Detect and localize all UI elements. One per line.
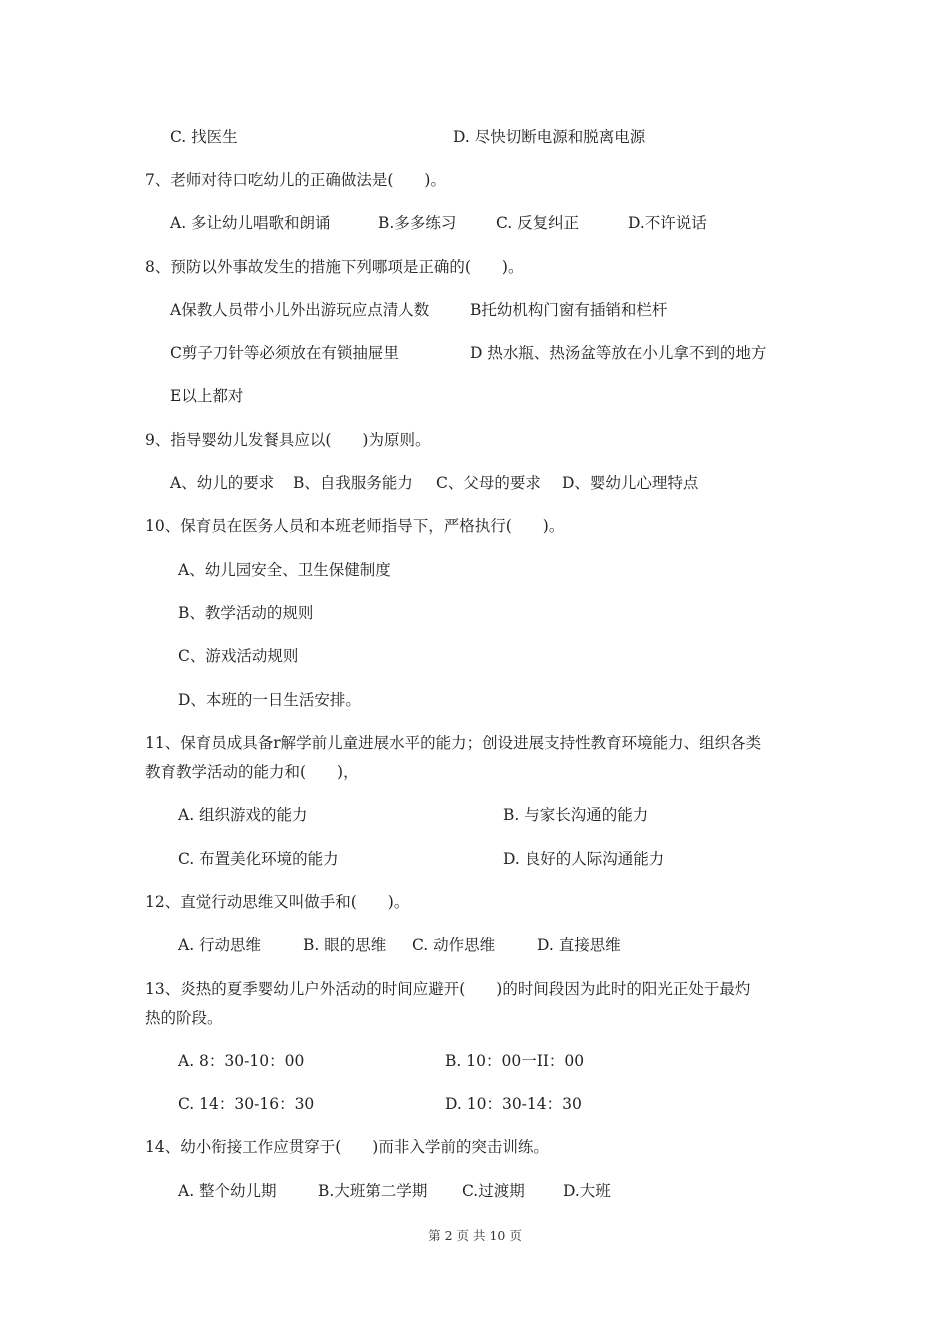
q12-option-d: D. 直接思维 [537, 936, 621, 954]
q6-option-d: D. 尽快切断电源和脱离电源 [453, 128, 646, 146]
q11-option-d: D. 良好的人际沟通能力 [503, 850, 665, 868]
q10-stem: 10、保育员在医务人员和本班老师指导下，严格执行( )。 [145, 517, 565, 535]
q11-option-c: C. 布置美化环境的能力 [178, 850, 339, 868]
q8-option-e: E以上都对 [170, 387, 244, 405]
q14-stem: 14、幼小衔接工作应贯穿于( )而非入学前的突击训练。 [145, 1138, 549, 1156]
q7-stem: 7、老师对待口吃幼儿的正确做法是( )。 [145, 171, 446, 189]
q7-option-c: C. 反复纠正 [496, 214, 580, 232]
q6-option-c: C. 找医生 [170, 128, 238, 146]
q12-option-b: B. 眼的思维 [303, 936, 387, 954]
q13-option-a: A. 8：30-10：00 [178, 1052, 305, 1070]
q8-option-c: C剪子刀针等必须放在有锁抽屉里 [170, 344, 399, 362]
q8-stem: 8、预防以外事故发生的措施下列哪项是正确的( )。 [145, 258, 524, 276]
q14-option-b: B.大班第二学期 [318, 1182, 428, 1200]
q10-option-b: B、教学活动的规则 [178, 604, 314, 622]
q7-option-d: D.不许说话 [628, 214, 707, 232]
q8-option-b: B托幼机构门窗有插销和栏杆 [470, 301, 668, 319]
q12-option-a: A. 行动思维 [178, 936, 262, 954]
q13-stem-line1: 13、炎热的夏季婴幼儿户外活动的时间应避开( )的时间段因为此时的阳光正处于最灼 [145, 980, 751, 998]
q9-stem: 9、指导婴幼儿发餐具应以( )为原则。 [145, 431, 431, 449]
q8-option-d: D 热水瓶、热汤盆等放在小儿拿不到的地方 [470, 344, 767, 362]
q14-option-d: D.大班 [563, 1182, 611, 1200]
q9-option-b: B、自我服务能力 [293, 474, 413, 492]
q11-option-b: B. 与家长沟通的能力 [503, 806, 649, 824]
q11-stem-line2: 教育教学活动的能力和( )， [145, 763, 359, 781]
q8-option-a: A保教人员带小儿外出游玩应点清人数 [170, 301, 430, 319]
q13-option-b: B. 10：00一II：00 [445, 1052, 585, 1070]
q11-stem-line1: 11、保育员成具备r解学前儿童进展水平的能力；创设进展支持性教育环境能力、组织各类 [145, 734, 762, 752]
q10-option-c: C、游戏活动规则 [178, 647, 299, 665]
q14-option-c: C.过渡期 [462, 1182, 525, 1200]
q9-option-c: C、父母的要求 [436, 474, 541, 492]
q10-option-d: D、本班的一日生活安排。 [178, 691, 361, 709]
q10-option-a: A、幼儿园安全、卫生保健制度 [178, 561, 391, 579]
q9-option-a: A、幼儿的要求 [170, 474, 275, 492]
q12-option-c: C. 动作思维 [412, 936, 496, 954]
q7-option-a: A. 多让幼儿唱歌和朗诵 [170, 214, 331, 232]
q14-option-a: A. 整个幼儿期 [178, 1182, 277, 1200]
q13-option-c: C. 14：30-16：30 [178, 1095, 315, 1113]
q12-stem: 12、直觉行动思维又叫做手和( )。 [145, 893, 410, 911]
q13-option-d: D. 10：30-14：30 [445, 1095, 582, 1113]
q9-option-d: D、婴幼儿心理特点 [562, 474, 699, 492]
q7-option-b: B.多多练习 [378, 214, 457, 232]
q13-stem-line2: 热的阶段。 [145, 1009, 223, 1027]
q11-option-a: A. 组织游戏的能力 [178, 806, 308, 824]
page-number: 第 2 页 共 10 页 [428, 1228, 522, 1243]
